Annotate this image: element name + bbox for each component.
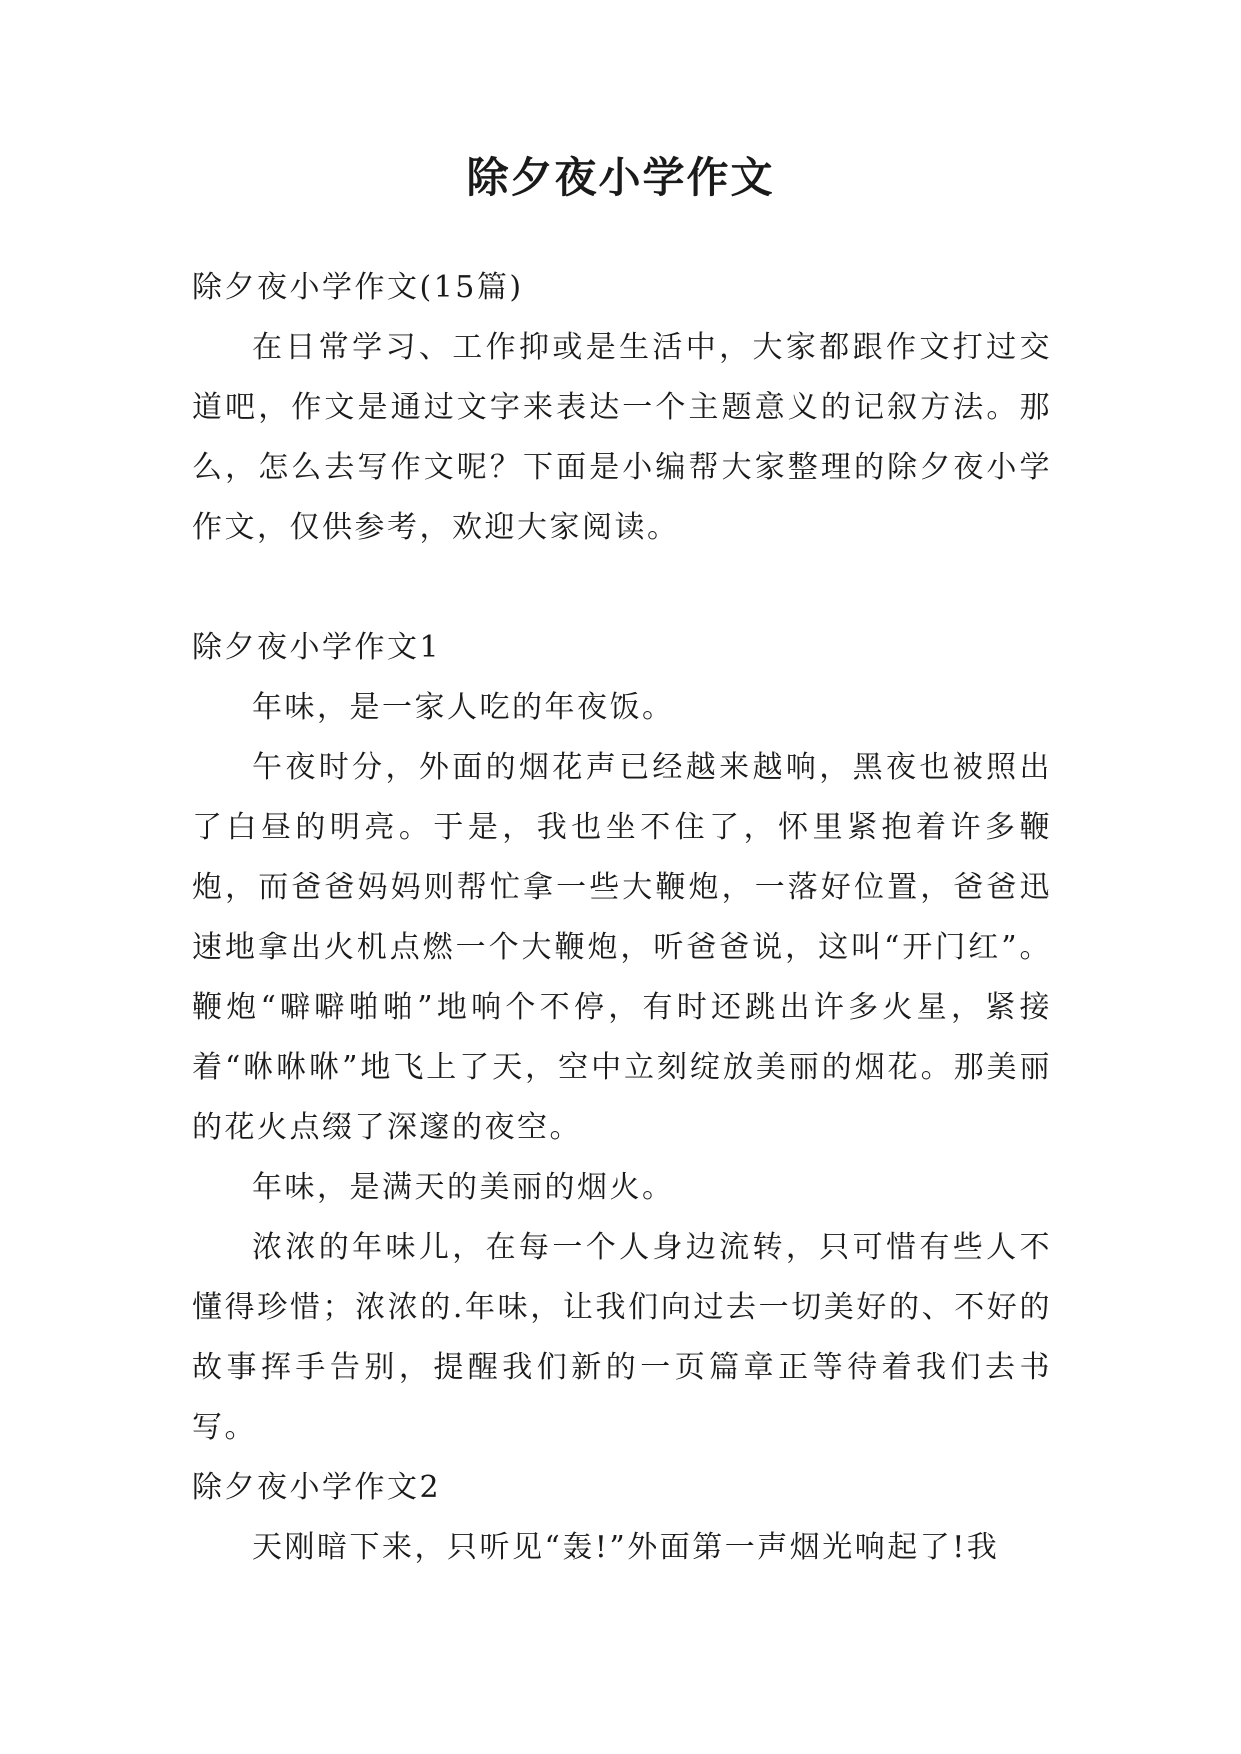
essay-2-paragraph-1: 天刚暗下来，只听见“轰!”外面第一声烟光响起了!我 <box>252 1530 1000 1565</box>
collection-heading: 除夕夜小学作文(15篇) <box>192 270 524 305</box>
document-title: 除夕夜小学作文 <box>466 153 775 202</box>
essay-1-paragraph-2: 午夜时分，外面的烟花声已经越来越响，黑夜也被照出了白昼的明亮。于是，我也坐不住了，怀里紧抱着许多鞭炮，而爸爸妈妈则帮忙拿一些大鞭炮，一落好位置，爸爸迅速地拿出火机点燃一个大鞭炮，听爸爸说，这叫“开门红”。鞭炮“噼噼啪啪”地响个不停，有时还跳出许多火星，紧接着“咻咻咻”地飞上了天，空中立刻绽放美丽的烟花。那美丽的花火点缀了深邃的夜空。 <box>192 750 1052 1145</box>
section-gap <box>192 558 1052 618</box>
essay-1-paragraph-1: 年味，是一家人吃的年夜饭。 <box>252 690 675 725</box>
essay-1-heading: 除夕夜小学作文1 <box>192 630 442 665</box>
essay-1-paragraph-4: 浓浓的年味儿，在每一个人身边流转，只可惜有些人不懂得珍惜；浓浓的.年味，让我们向过去一切美好的、不好的故事挥手告别，提醒我们新的一页篇章正等待着我们去书写。 <box>192 1230 1052 1445</box>
intro-paragraph: 在日常学习、工作抑或是生活中，大家都跟作文打过交道吧，作文是通过文字来表达一个主题意义的记叙方法。那么，怎么去写作文呢？下面是小编帮大家整理的除夕夜小学作文，仅供参考，欢迎大家阅读。 <box>192 330 1052 545</box>
essay-2-heading: 除夕夜小学作文2 <box>192 1470 442 1505</box>
document-body <box>192 258 1052 1578</box>
essay-1-paragraph-3: 年味，是满天的美丽的烟火。 <box>252 1170 675 1205</box>
